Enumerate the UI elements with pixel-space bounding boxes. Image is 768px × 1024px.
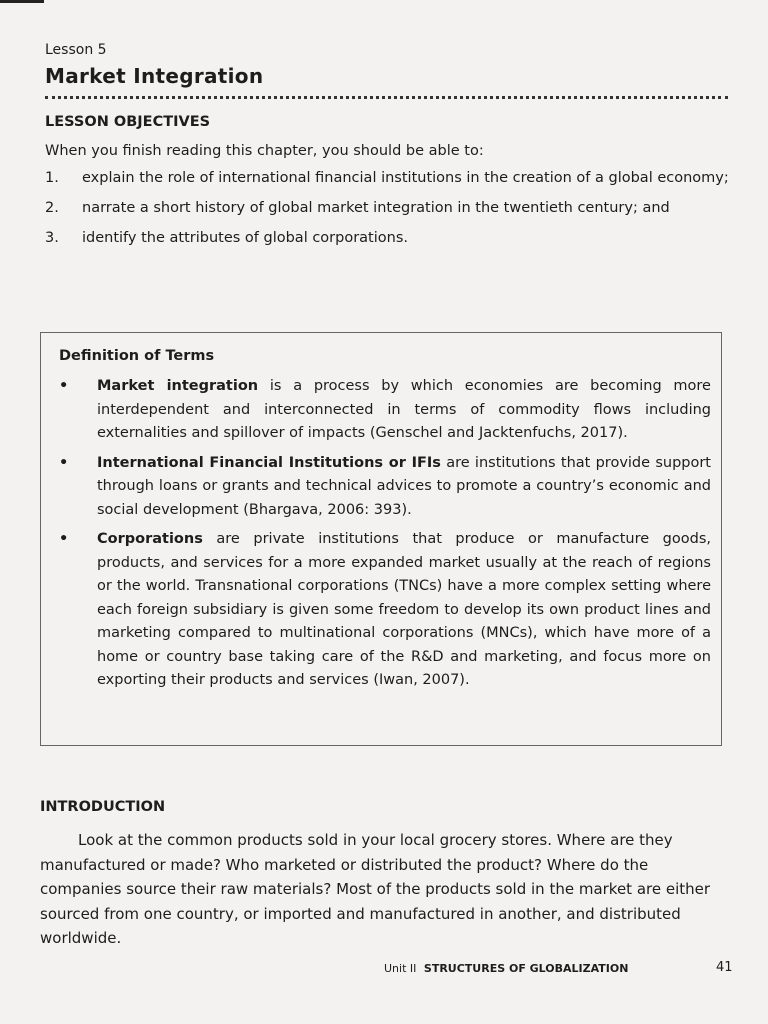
definition-box: [40, 332, 722, 746]
title-dotted-rule: [45, 96, 728, 99]
definition-item: [59, 528, 711, 693]
objective-item: [45, 226, 735, 250]
objective-text: identify the attributes of global corporations.: [82, 230, 408, 246]
bullet-icon: •: [59, 531, 69, 547]
objectives-intro: When you finish reading this chapter, you should be able to:: [45, 143, 484, 159]
objective-text: narrate a short history of global market integration in the twentieth century; and: [82, 200, 670, 216]
objective-number: 2.: [45, 200, 59, 216]
corner-mark: [0, 0, 44, 3]
definition-text: are private institutions that produce or manufacture goods, products, and services for a more expanded market usually at the reach of regions or the world. Transnational corporations (TNCs) have a more complex setting where each foreign subsidiary is given some freedom to develop its own product lines and marketing compared to multinational corporations (MNCs), which have more of a home or country base taking care of the R&D and marketing, and focus more on exporting their products and services (Iwan, 2007).: [97, 531, 711, 688]
objective-text: explain the role of international financial institutions in the creation of a global economy;: [82, 170, 729, 186]
definition-item: [59, 452, 711, 523]
footer-unit: Unit II: [384, 962, 417, 975]
definition-text: are institutions that provide support through loans or grants and technical advices to promote a country’s economic and social development (Bhargava, 2006: 393).: [97, 454, 711, 518]
objective-number: 1.: [45, 170, 59, 186]
introduction-heading: INTRODUCTION: [40, 799, 166, 815]
objective-item: [45, 196, 735, 220]
definition-item: [59, 375, 711, 446]
lesson-label: Lesson 5: [45, 42, 107, 58]
definition-term: Market integration: [97, 378, 259, 394]
page-footer: [384, 962, 628, 975]
introduction-paragraph: Look at the common products sold in your local grocery stores. Where are they manufactured or made? Who marketed or distributed the product? Where do the companies source their raw materials? Most of the products sold in the market are either sourced from one country, or imported and manufactured in another, and distributed worldwide.: [40, 831, 711, 947]
objectives-heading: LESSON OBJECTIVES: [45, 114, 211, 130]
bullet-icon: •: [59, 378, 69, 394]
definition-list: [59, 375, 711, 699]
lesson-title: Market Integration: [45, 64, 264, 88]
bullet-icon: •: [59, 454, 69, 471]
definition-heading: Definition of Terms: [59, 348, 215, 364]
objective-number: 3.: [45, 230, 59, 246]
definition-term: International Financial Institutions or IFIs: [97, 454, 441, 471]
objective-item: [45, 166, 735, 190]
objectives-list: [45, 166, 735, 256]
page-number: 41: [716, 960, 733, 975]
footer-title: STRUCTURES OF GLOBALIZATION: [423, 962, 629, 975]
definition-text: is a process by which economies are becoming more interdependent and interconnected in terms of commodity flows including externalities and spillover of impacts (Genschel and Jacktenfuchs, 2017).: [97, 378, 711, 441]
definition-term: Corporations: [97, 531, 203, 547]
